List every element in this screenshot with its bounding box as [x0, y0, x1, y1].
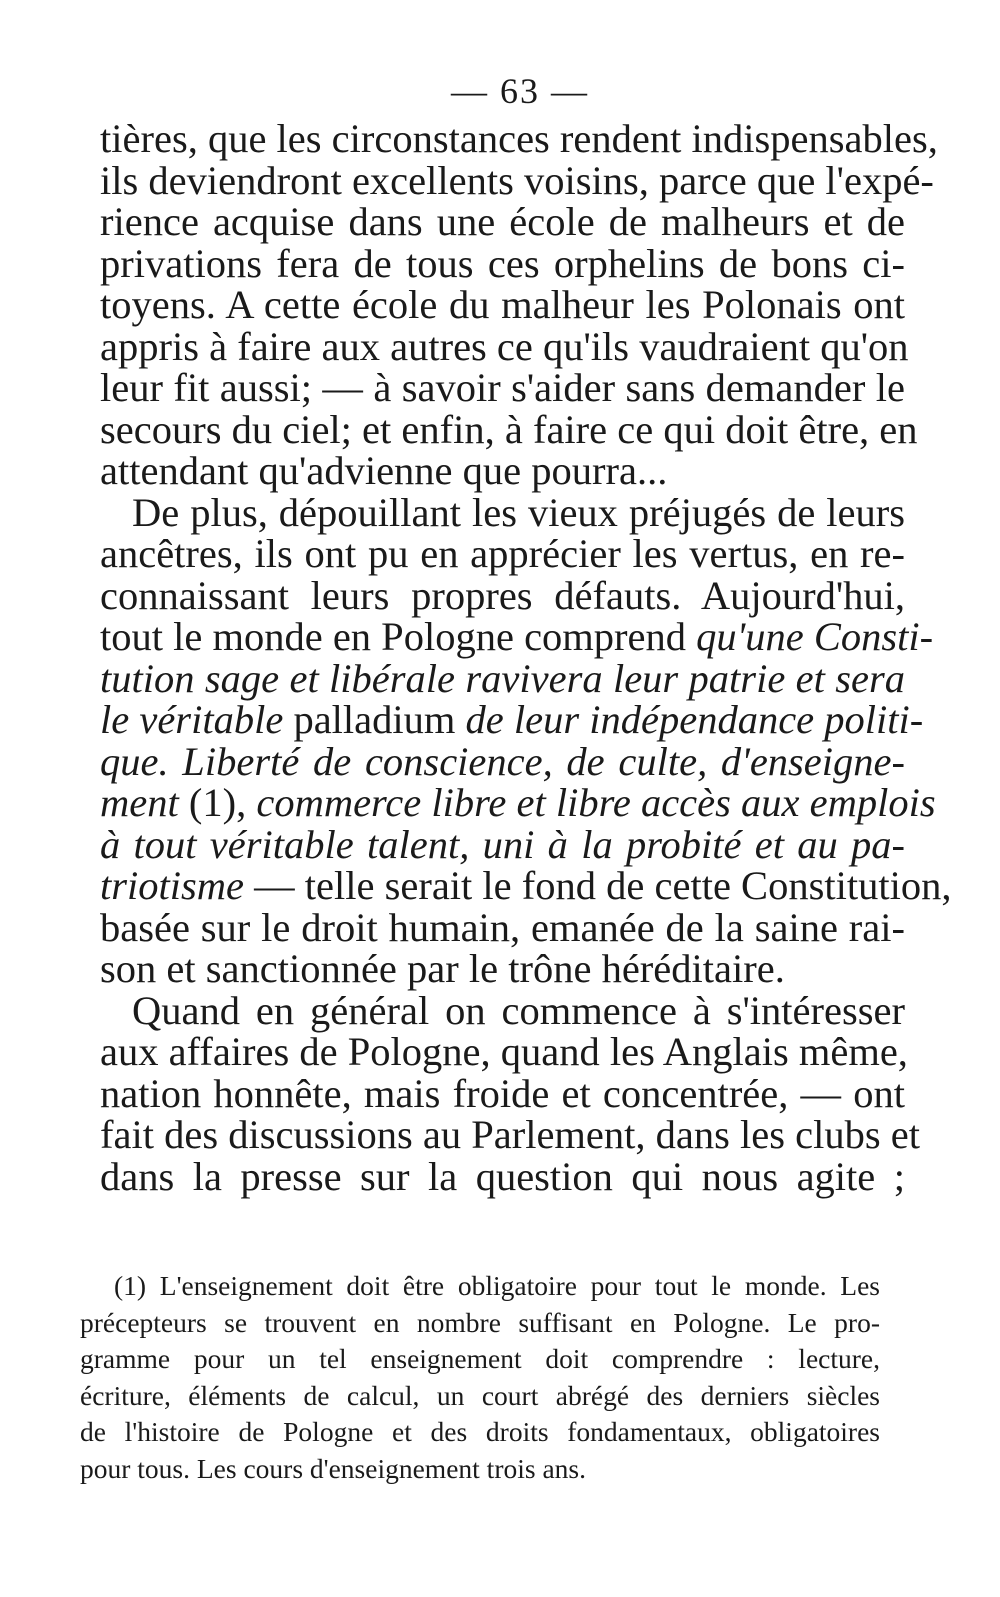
- text-run: palladium: [283, 697, 466, 742]
- text-line: [100, 614, 934, 659]
- text-line: leur fit aussi; — à savoir s'aider sans demander le: [100, 365, 905, 410]
- text-line: tières, que les circonstances rendent indispensables,: [100, 116, 938, 161]
- text-line: nation honnête, mais froide et concentrée, — ont: [100, 1070, 905, 1116]
- text-line: que. Liberté de conscience, de culte, d'enseigne-: [100, 738, 905, 784]
- italic-run: triotisme: [100, 863, 245, 908]
- text-line: à tout véritable talent, uni à la probité et au pa-: [100, 821, 905, 867]
- text-line: privations fera de tous ces orphelins de bons ci-: [100, 240, 905, 286]
- text-line: [100, 697, 924, 742]
- text-line: aux affaires de Pologne, quand les Anglais même,: [100, 1029, 908, 1074]
- paragraph: [100, 116, 938, 493]
- footnote-marker: (1),: [178, 780, 257, 825]
- text-line: attendant qu'advienne que pourra...: [100, 448, 668, 493]
- italic-run: commerce libre et libre accès aux emplois: [256, 780, 936, 825]
- text-line: [100, 863, 952, 908]
- text-line: son et sanctionnée par le trône héréditaire.: [100, 946, 785, 991]
- page-number: — 63 —: [451, 71, 589, 111]
- text-line: dans la presse sur la question qui nous agite ;: [100, 1153, 905, 1199]
- text-line: Quand en général on commence à s'intéresser: [132, 987, 905, 1033]
- italic-run: de leur indépendance politi-: [465, 697, 924, 742]
- text-line: ils deviendront excellents voisins, parce que l'expé-: [100, 157, 934, 203]
- text-line: rience acquise dans une école de malheurs et de: [100, 199, 905, 244]
- italic-run: qu'une Consti-: [696, 614, 934, 659]
- text-line: [100, 780, 936, 825]
- footnote-line: pour tous. Les cours d'enseignement trois ans.: [80, 1452, 586, 1484]
- footnote-line: écriture, éléments de calcul, un court abrégé des derniers siècles: [80, 1379, 880, 1411]
- text-line: appris à faire aux autres ce qu'ils vaudraient qu'on: [100, 323, 909, 369]
- footnote-line: de l'histoire de Pologne et des droits fondamentaux, obligatoires: [80, 1416, 880, 1447]
- italic-run: le véritable: [100, 697, 284, 742]
- footnote: [80, 1268, 880, 1487]
- text-line: secours du ciel; et enfin, à faire ce qui doit être, en: [100, 406, 918, 452]
- text-line: connaissant leurs propres défauts. Aujourd'hui,: [100, 572, 905, 618]
- text-line: basée sur le droit humain, emanée de la saine rai-: [100, 904, 905, 950]
- text-line: toyens. A cette école du malheur les Polonais ont: [100, 282, 905, 327]
- text-run: tout le monde en Pologne comprend: [100, 614, 697, 659]
- text-line: tution sage et libérale ravivera leur patrie et sera: [100, 655, 905, 701]
- text-line: De plus, dépouillant les vieux préjugés de leurs: [132, 489, 905, 535]
- body-text: [100, 116, 952, 1199]
- text-line: fait des discussions au Parlement, dans les clubs et: [100, 1112, 920, 1157]
- paragraph: [100, 987, 920, 1199]
- footnote-line: précepteurs se trouvent en nombre suffisant en Pologne. Le pro-: [80, 1306, 880, 1338]
- text-run: — telle serait le fond de cette Constitution,: [244, 863, 952, 908]
- footnote-line: (1) L'enseignement doit être obligatoire pour tout le monde. Les: [114, 1270, 880, 1301]
- italic-run: ment: [100, 780, 179, 825]
- footnote-line: gramme pour un tel enseignement doit comprendre : lecture,: [80, 1343, 880, 1374]
- paragraph: [100, 489, 952, 991]
- text-line: ancêtres, ils ont pu en apprécier les vertus, en re-: [100, 531, 905, 576]
